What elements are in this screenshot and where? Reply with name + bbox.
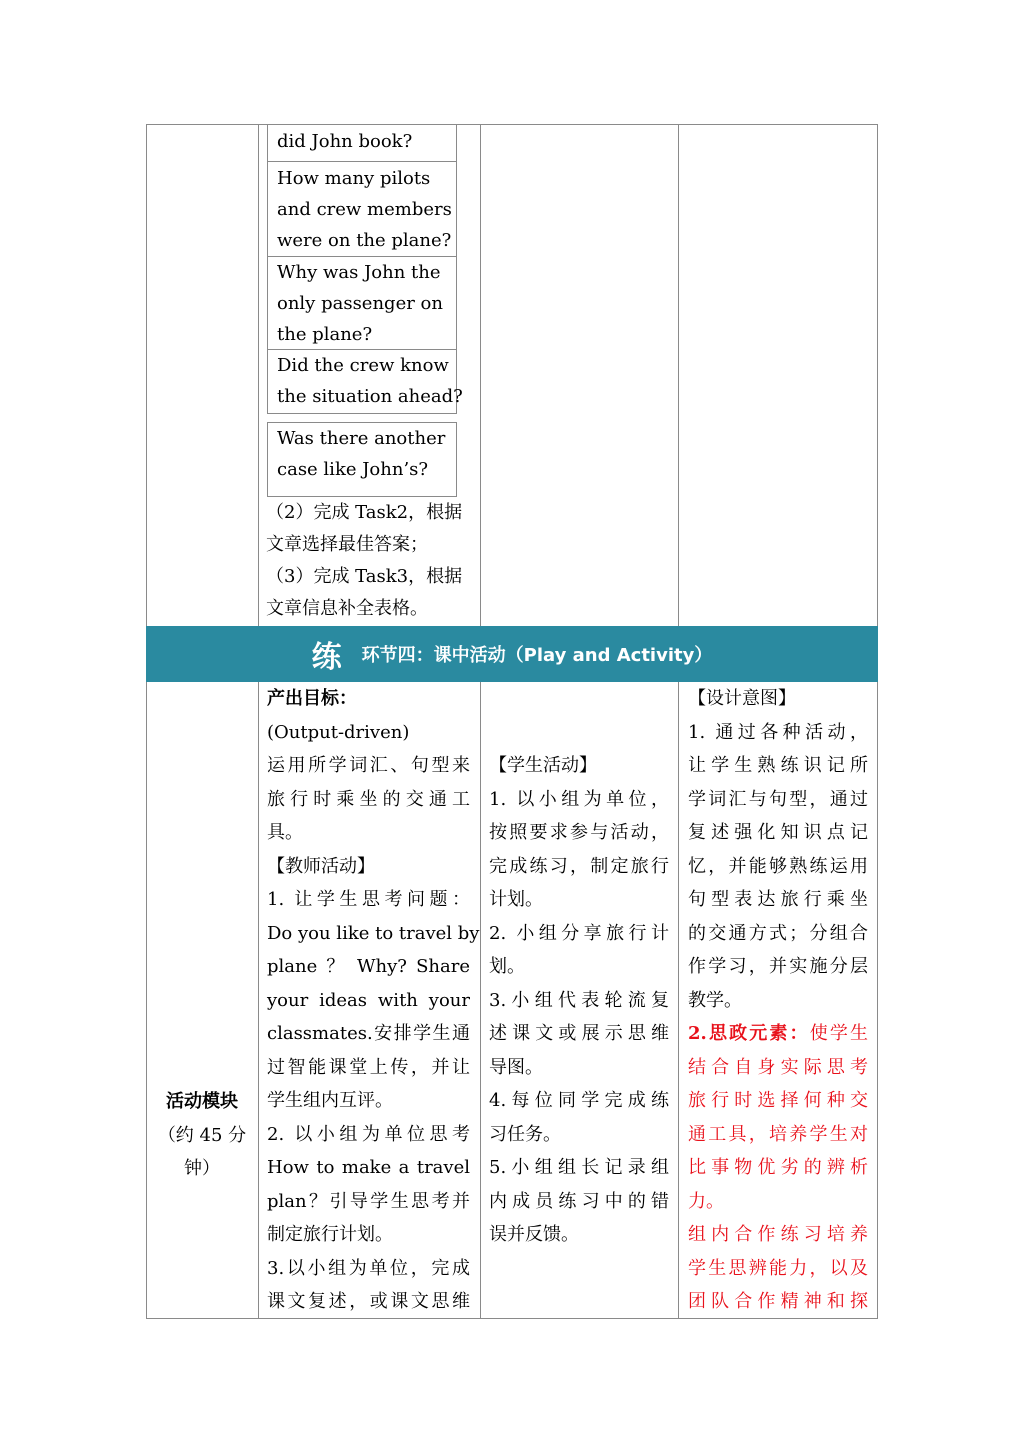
section-char: 练 [311,640,342,675]
question-3: Why was John the only passenger on the plane? [277,262,443,345]
column-divider-3 [678,124,679,626]
module-duration-1: （约 45 分 [157,1124,247,1146]
module-name: 活动模块 [166,1091,238,1112]
question-1: did John book? [277,131,413,152]
module-duration-2: 钟） [184,1158,220,1179]
column-divider-3-lower [678,682,679,1319]
column-divider-2-lower [480,682,481,1319]
ideology-element-line: 2.思政元素：使学生 [688,1023,869,1044]
table-right-border [877,124,878,1319]
student-activity-column: 【学生活动】 1. 以小组为单位， 按照要求参与活动， 完成练习，制定旅行 计划。 2. 小组分享旅行计 划。 3.小组代表轮流复 述课文或展示思维 导图。 4.每位同学完成练 习任务。 5.小组组长记录组 内成员练习中的错 误并反馈。 [489,755,669,1245]
question-4: Did the crew know the situation ahead? [277,355,463,407]
column-divider-1-lower [258,682,259,1319]
section-header-band [146,626,878,682]
teacher-activity-column: 产出目标： (Output-driven) 运用所学词汇、句型来 旅行时乘坐的交通工 具。 【教师活动】 1. 让学生思考问题： Do you like to travel by plane ？ Why? Share your ideas with your classmates.安排学生通 过智能课堂上传，并让 学生组内互评。 2. 以小组为单位思考 How to make a travel plan？引导学生思考并 制定旅行计划。 3.以小组为单位，完成 课文复述，或课文思维 [267,688,480,1312]
task-instructions: （2）完成 Task2，根据 文章选择最佳答案； （3）完成 Task3，根据 文章信息补全表格。 [266,502,463,619]
table-top-border [146,124,878,125]
column-divider-1 [258,124,259,626]
column-divider-2 [480,124,481,626]
module-label [146,1085,258,1186]
question-5: Was there another case like John’s? [277,428,446,480]
design-intent-column: 【设计意图】 1. 通过各种活动， 让学生熟练识记所 学词汇与句型，通过 复述强化知识点记 忆，并能够熟练运用 句型表达旅行乘坐 的交通方式；分组合 作学习，并实施分层 教学。 2.思政元素：使学生 结合自身实际思考 旅行时选择何种交 通工具，培养学生对 比事物优劣的辨析 力。 组内合作练习培养 学生思辨能力，以及 团队合作精神和探 [688,688,869,1312]
section-title: 环节四：课中活动（Play and Activity） [361,645,713,666]
question-2: How many pilots and crew members were on the plane? [277,168,452,251]
